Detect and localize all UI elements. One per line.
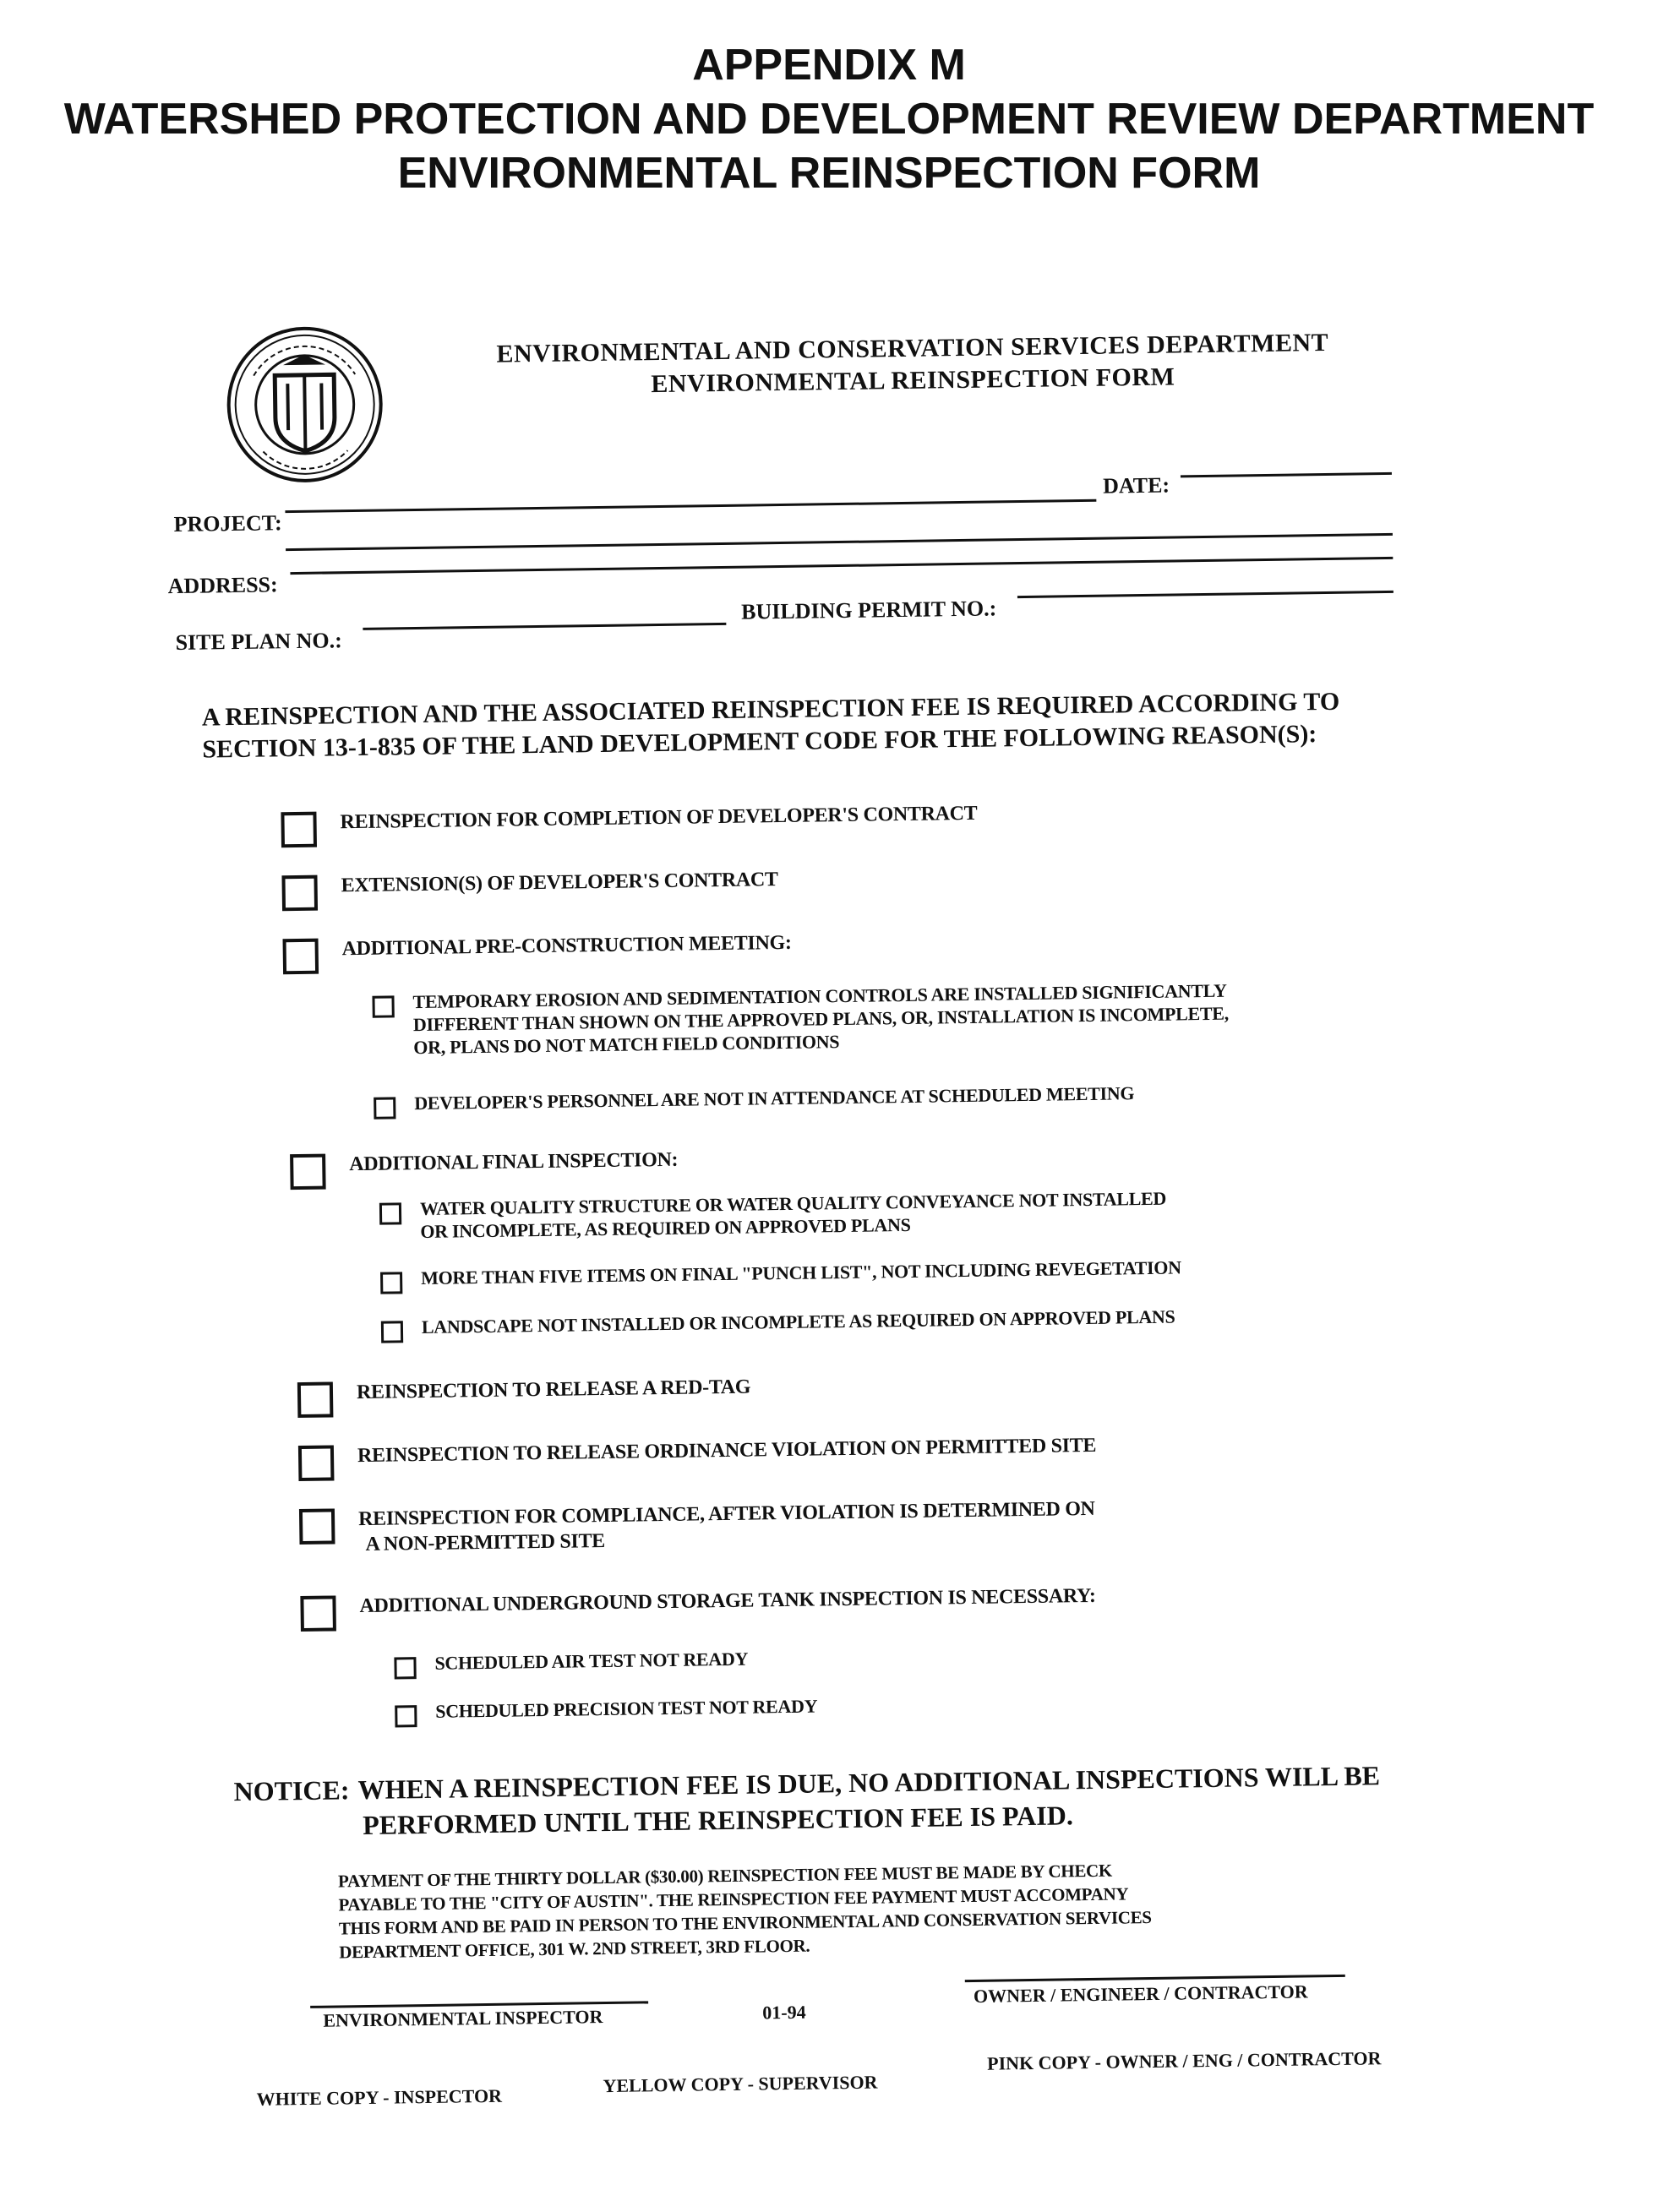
option-label: OR, PLANS DO NOT MATCH FIELD CONDITIONS [413, 1031, 840, 1059]
checkbox[interactable] [297, 1381, 334, 1418]
option-ust-precision-test[interactable] [395, 1695, 817, 1728]
form-header [427, 326, 1399, 404]
payment-line4: DEPARTMENT OFFICE, 301 W. 2ND STREET, 3RD FLOOR. [339, 1935, 810, 1963]
notice-label: NOTICE: [233, 1774, 350, 1807]
checkbox[interactable] [380, 1272, 402, 1294]
checkbox[interactable] [281, 812, 317, 848]
option-label: MORE THAN FIVE ITEMS ON FINAL "PUNCH LIST", NOT INCLUDING REVEGETATION [420, 1256, 1181, 1289]
project-field-continuation[interactable] [286, 533, 1393, 551]
option-final-landscape[interactable] [381, 1305, 1175, 1343]
date-field[interactable] [1181, 472, 1392, 477]
option-label: REINSPECTION FOR COMPLETION OF DEVELOPER'S CONTRACT [340, 802, 978, 834]
form-subtitle: ENVIRONMENTAL REINSPECTION FORM [651, 362, 1175, 399]
checkbox[interactable] [372, 995, 394, 1017]
payment-line3: THIS FORM AND BE PAID IN PERSON TO THE ENVIRONMENTAL AND CONSERVATION SERVICES [338, 1907, 1152, 1939]
option-label: OR INCOMPLETE, AS REQUIRED ON APPROVED PLANS [420, 1213, 911, 1243]
form-title: ENVIRONMENTAL REINSPECTION FORM [397, 149, 1261, 198]
option-label-group [358, 1496, 1095, 1557]
checkbox[interactable] [300, 1595, 336, 1632]
reason-intro-line1: A REINSPECTION AND THE ASSOCIATED REINSPECTION FEE IS REQUIRED ACCORDING TO [201, 687, 1340, 732]
option-red-tag[interactable] [297, 1375, 751, 1418]
option-preconstruction[interactable] [282, 930, 791, 974]
option-final-punch-list[interactable] [380, 1256, 1181, 1294]
copy-pink: PINK COPY - OWNER / ENG / CONTRACTOR [986, 2047, 1382, 2074]
option-label-group [412, 979, 1229, 1059]
copy-yellow: YELLOW COPY - SUPERVISOR [603, 2071, 878, 2097]
payment-line2: PAYABLE TO THE "CITY OF AUSTIN". THE REINSPECTION FEE PAYMENT MUST ACCOMPANY [338, 1883, 1129, 1915]
checkbox[interactable] [374, 1097, 395, 1119]
option-label: WATER QUALITY STRUCTURE OR WATER QUALITY CONVEYANCE NOT INSTALLED [419, 1187, 1167, 1220]
option-final-water-quality[interactable] [379, 1187, 1167, 1244]
option-pre-personnel[interactable] [374, 1081, 1134, 1120]
form-code: 01-94 [762, 2001, 806, 2024]
checkbox[interactable] [283, 939, 319, 975]
option-ust[interactable] [300, 1583, 1096, 1632]
building-permit-field[interactable] [1017, 591, 1393, 598]
project-label: PROJECT: [173, 510, 282, 537]
option-ordinance[interactable] [298, 1433, 1097, 1481]
date-label: DATE: [1102, 472, 1170, 499]
appendix-title: APPENDIX M [692, 41, 966, 90]
copy-white: WHITE COPY - INSPECTOR [256, 2084, 503, 2110]
option-ust-air-test[interactable] [394, 1648, 748, 1680]
checkbox[interactable] [299, 1508, 335, 1545]
option-label-group [420, 1187, 1167, 1243]
option-label: ADDITIONAL UNDERGROUND STORAGE TANK INSPECTION IS NECESSARY: [359, 1584, 1096, 1618]
site-plan-field[interactable] [363, 623, 726, 630]
option-label: ADDITIONAL PRE-CONSTRUCTION MEETING: [341, 931, 792, 961]
checkbox[interactable] [395, 1705, 417, 1727]
address-field[interactable] [290, 557, 1393, 575]
option-label: EXTENSION(S) OF DEVELOPER'S CONTRACT [341, 869, 778, 897]
checkbox[interactable] [290, 1154, 326, 1190]
option-compliance[interactable] [299, 1496, 1095, 1558]
project-field[interactable] [285, 499, 1096, 513]
option-final[interactable] [290, 1147, 679, 1190]
option-label: REINSPECTION FOR COMPLIANCE, AFTER VIOLATION IS DETERMINED ON [357, 1497, 1095, 1531]
notice-line1: WHEN A REINSPECTION FEE IS DUE, NO ADDITIONAL INSPECTIONS WILL BE [357, 1760, 1381, 1806]
option-label: DEVELOPER'S PERSONNEL ARE NOT IN ATTENDANCE AT SCHEDULED MEETING [414, 1082, 1135, 1114]
option-completion[interactable] [281, 801, 977, 847]
option-label: A NON-PERMITTED SITE [365, 1529, 606, 1555]
checkbox[interactable] [394, 1657, 416, 1679]
inspector-signature-label: ENVIRONMENTAL INSPECTOR [323, 2006, 603, 2031]
checkbox[interactable] [379, 1202, 401, 1224]
option-label: ADDITIONAL FINAL INSPECTION: [349, 1148, 679, 1176]
option-label: SCHEDULED PRECISION TEST NOT READY [435, 1695, 818, 1722]
option-label: REINSPECTION TO RELEASE ORDINANCE VIOLATION ON PERMITTED SITE [357, 1434, 1097, 1468]
option-extension[interactable] [281, 867, 778, 911]
option-pre-erosion[interactable] [372, 979, 1229, 1060]
notice-line2: PERFORMED UNTIL THE REINSPECTION FEE IS PAID. [362, 1800, 1074, 1841]
form-department: ENVIRONMENTAL AND CONSERVATION SERVICES DEPARTMENT [496, 328, 1329, 368]
option-label: REINSPECTION TO RELEASE A RED-TAG [356, 1376, 751, 1404]
address-label: ADDRESS: [167, 572, 278, 599]
checkbox[interactable] [381, 1321, 403, 1343]
department-title: WATERSHED PROTECTION AND DEVELOPMENT REVIEW DEPARTMENT [63, 95, 1595, 144]
option-label: TEMPORARY EROSION AND SEDIMENTATION CONTROLS ARE INSTALLED SIGNIFICANTLY [412, 979, 1227, 1013]
payment-line1: PAYMENT OF THE THIRTY DOLLAR ($30.00) REINSPECTION FEE MUST BE MADE BY CHECK [337, 1860, 1113, 1892]
option-label: LANDSCAPE NOT INSTALLED OR INCOMPLETE AS REQUIRED ON APPROVED PLANS [421, 1305, 1175, 1338]
city-seal-icon [223, 324, 386, 487]
reason-intro-line2: SECTION 13-1-835 OF THE LAND DEVELOPMENT CODE FOR THE FOLLOWING REASON(S): [202, 720, 1317, 764]
site-plan-label: SITE PLAN NO.: [175, 628, 342, 655]
owner-signature-label: OWNER / ENGINEER / CONTRACTOR [973, 1980, 1308, 2007]
checkbox[interactable] [281, 875, 318, 912]
checkbox[interactable] [298, 1445, 335, 1481]
building-permit-label: BUILDING PERMIT NO.: [740, 596, 997, 624]
option-label: DIFFERENT THAN SHOWN ON THE APPROVED PLANS, OR, INSTALLATION IS INCOMPLETE, [412, 1002, 1230, 1036]
option-label: SCHEDULED AIR TEST NOT READY [434, 1648, 749, 1674]
